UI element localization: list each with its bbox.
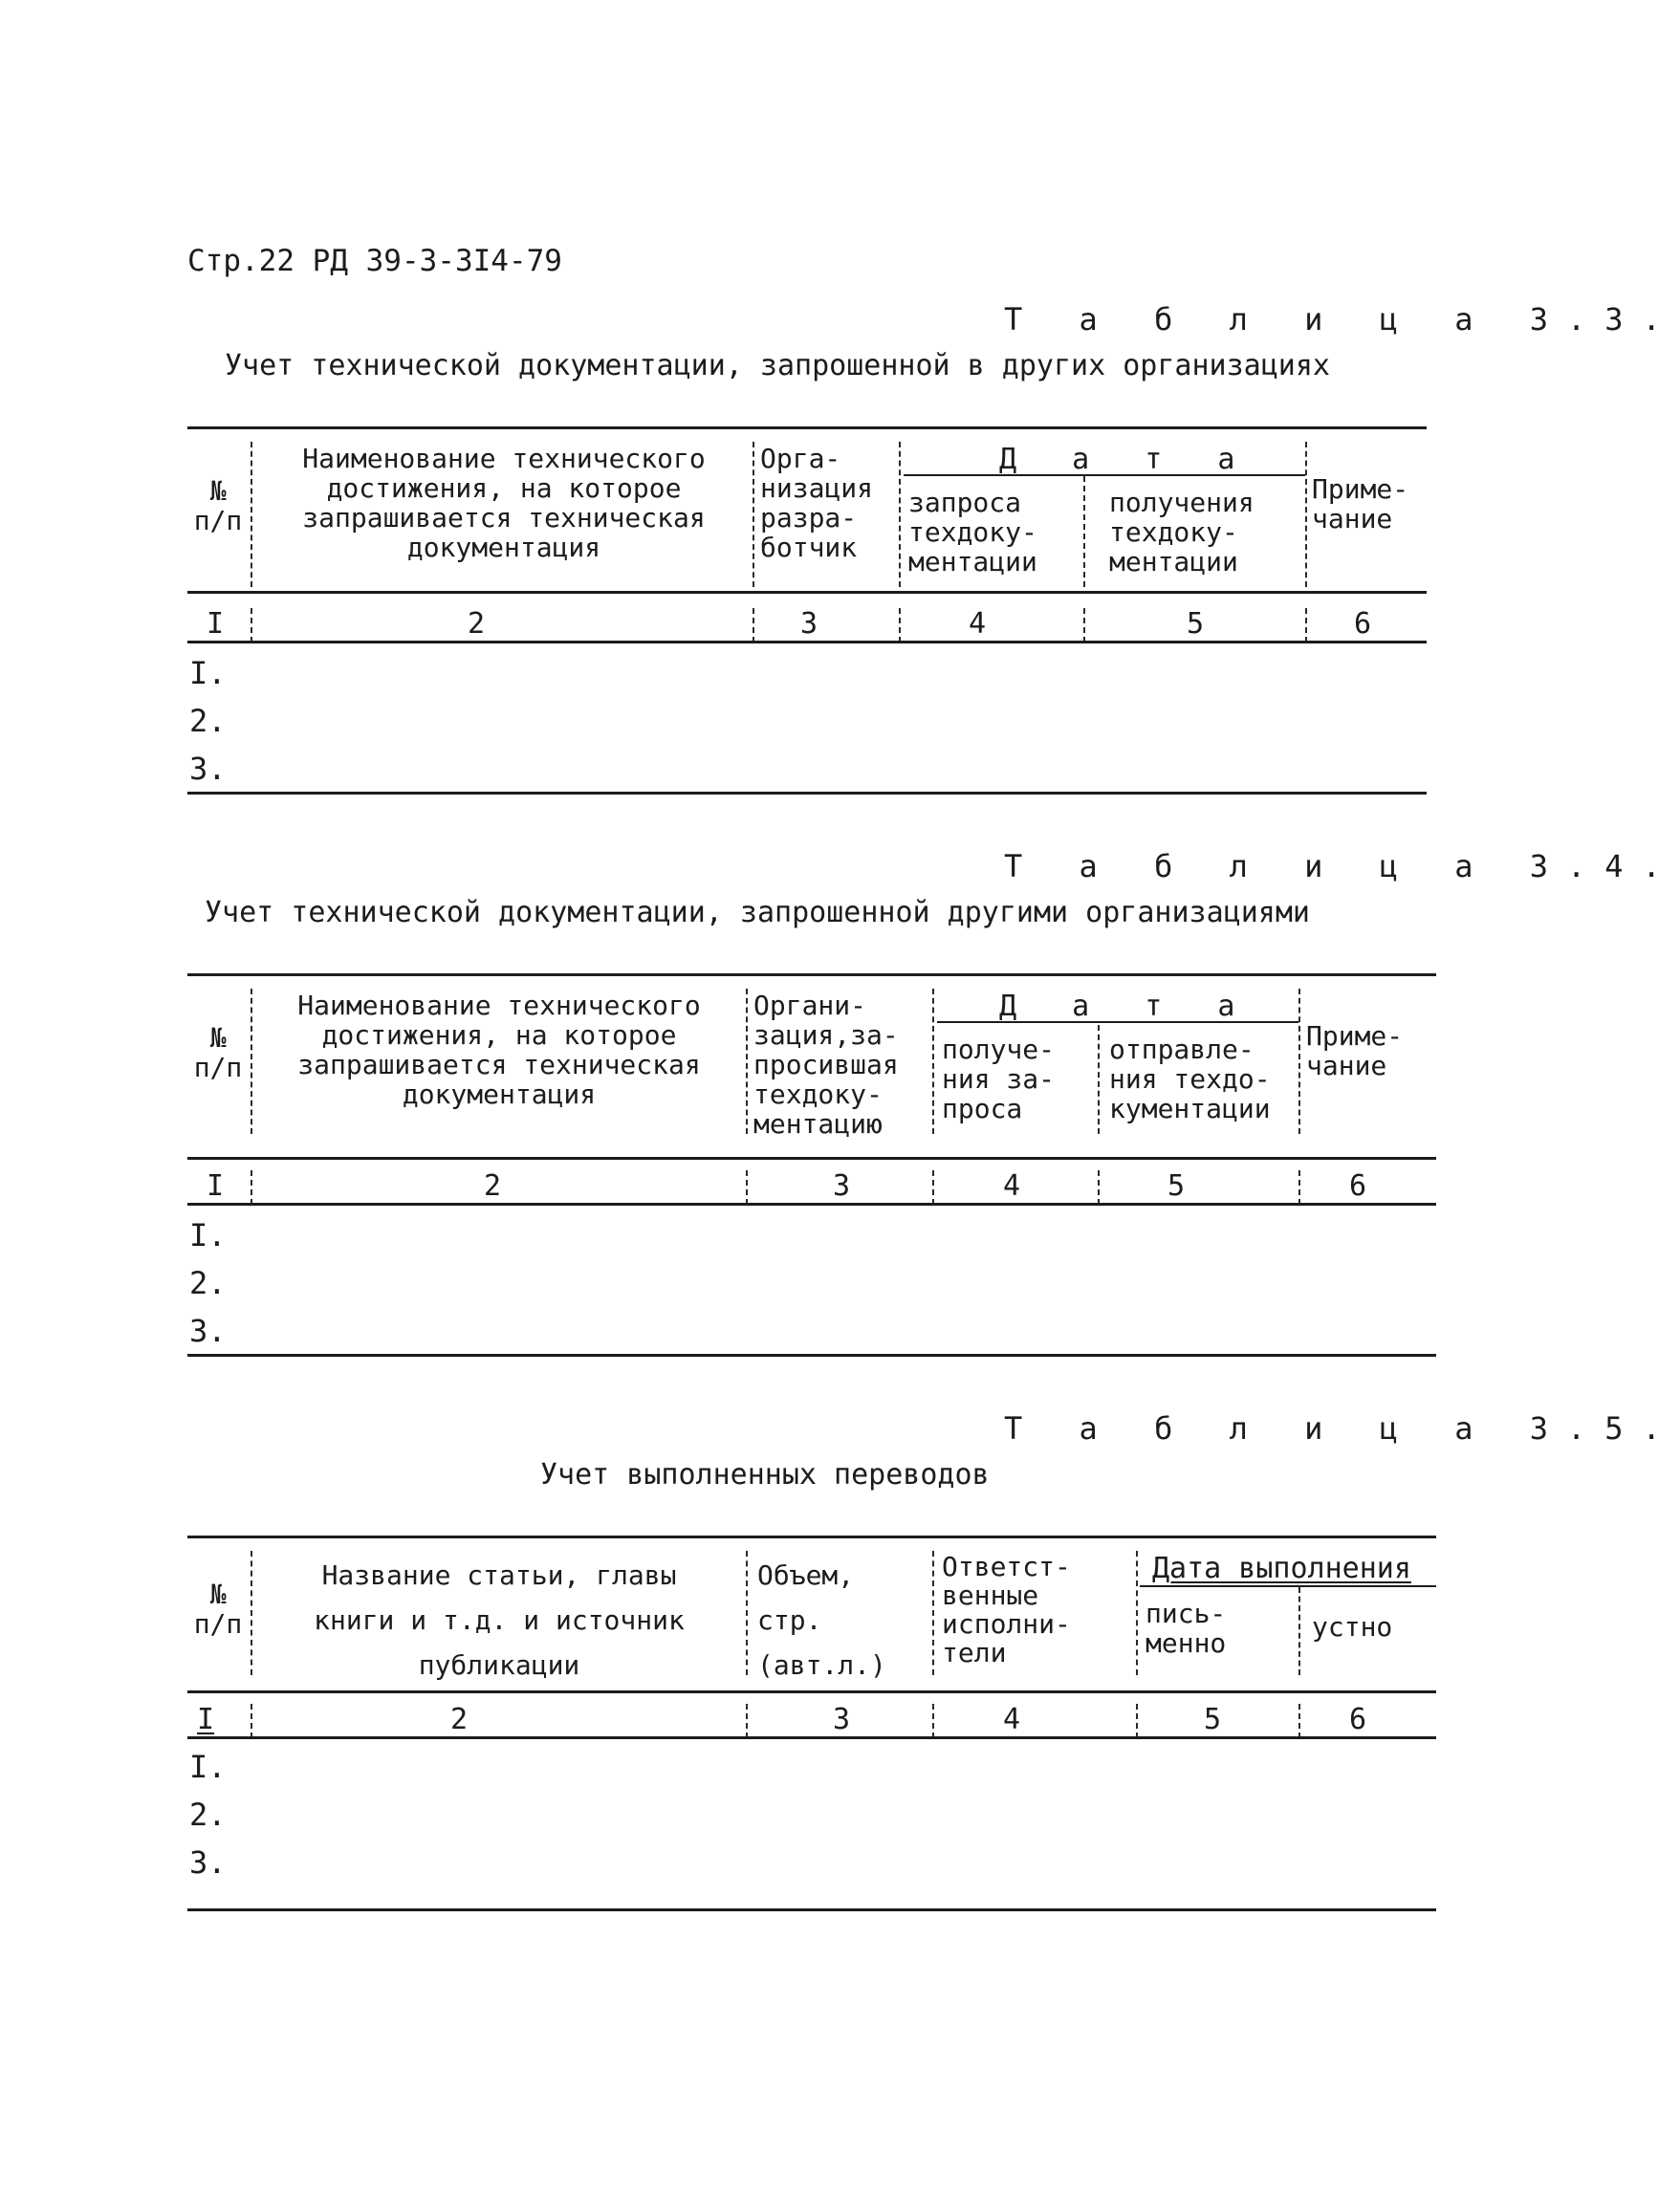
header-name: Название статьи, главы книги и т.д. и источник публикации — [314, 1559, 685, 1681]
page-header: Стр.22 РД 39-3-3I4-79 — [187, 244, 562, 278]
table-top-rule — [187, 1536, 1436, 1538]
column-number: 3 — [832, 1703, 851, 1736]
table-top-rule — [187, 973, 1436, 976]
header-no: № п/п — [193, 1579, 243, 1640]
table-title: Учет технической документации, запрошенной другими организациями — [205, 896, 1310, 929]
header-date-request: получе- ния за- проса — [942, 1034, 1056, 1124]
column-number: 6 — [1353, 607, 1372, 641]
column-number: 4 — [968, 607, 987, 641]
column-divider — [932, 1551, 934, 1675]
column-number: 4 — [1002, 1703, 1021, 1736]
column-divider — [932, 1704, 934, 1738]
column-number: 4 — [1002, 1169, 1021, 1203]
header-bottom-rule — [187, 1690, 1436, 1693]
header-bottom-rule — [187, 591, 1427, 594]
column-divider — [1098, 1170, 1100, 1205]
table-row: 3. — [189, 1844, 227, 1881]
table-bottom-rule — [187, 1908, 1436, 1911]
date-underline — [904, 474, 1305, 476]
column-divider — [1305, 608, 1307, 643]
table-row: 3. — [189, 751, 227, 787]
date-underline — [1140, 1585, 1436, 1587]
column-number: I — [196, 1703, 215, 1736]
column-divider — [1305, 442, 1307, 587]
numbers-rule — [187, 1736, 1436, 1739]
header-date-request: запроса техдоку- ментации — [908, 487, 1037, 577]
column-number: 6 — [1348, 1703, 1367, 1736]
column-divider — [1298, 1704, 1300, 1738]
header-volume: Объем, стр. (авт.л.) — [757, 1559, 886, 1681]
header-date-written: пись- менно — [1145, 1598, 1227, 1659]
table-top-rule — [187, 426, 1427, 429]
column-number: I — [206, 1169, 225, 1203]
header-org: Орга- низация разра- ботчик — [760, 443, 874, 563]
column-divider — [746, 1170, 748, 1205]
table-bottom-rule — [187, 792, 1427, 795]
column-divider — [251, 442, 252, 587]
table-row: 3. — [189, 1313, 227, 1349]
column-number: 2 — [449, 1703, 469, 1736]
table-label: Т а б л и ц а 3.3. — [1004, 301, 1680, 338]
table-row: I. — [189, 655, 227, 691]
column-divider — [899, 608, 901, 643]
header-date: Д а т а — [999, 990, 1255, 1023]
header-responsible: Ответст- венные исполни- тели — [942, 1551, 1071, 1668]
header-note: Приме- чание — [1312, 473, 1409, 534]
column-divider — [1098, 1025, 1100, 1134]
table-label: Т а б л и ц а 3.5. — [1004, 1410, 1680, 1447]
column-divider — [1083, 608, 1085, 643]
column-number: 3 — [799, 607, 818, 641]
column-number: 6 — [1348, 1169, 1367, 1203]
header-note: Приме- чание — [1306, 1020, 1404, 1081]
header-name: Наименование технического достижения, на которое запрашивается техническая документация — [297, 990, 701, 1110]
column-divider — [251, 1170, 252, 1205]
column-divider — [1298, 1170, 1300, 1205]
table-title: Учет выполненных переводов — [540, 1458, 990, 1492]
column-number: I — [206, 607, 225, 641]
header-bottom-rule — [187, 1157, 1436, 1160]
column-divider — [1083, 476, 1085, 587]
table-row: 2. — [189, 1265, 227, 1301]
column-divider — [251, 1704, 252, 1738]
table-bottom-rule — [187, 1354, 1436, 1357]
numbers-rule — [187, 1203, 1436, 1206]
table-title: Учет технической документации, запрошенной в других организациях — [225, 349, 1330, 382]
column-divider — [746, 989, 748, 1134]
header-no: № п/п — [193, 1022, 243, 1083]
column-divider — [753, 442, 754, 587]
column-number: 3 — [832, 1169, 851, 1203]
column-divider — [932, 1170, 934, 1205]
column-divider — [746, 1704, 748, 1738]
table-label: Т а б л и ц а 3.4. — [1004, 848, 1680, 884]
column-divider — [1298, 989, 1300, 1134]
column-divider — [899, 442, 901, 587]
column-number: 2 — [467, 607, 486, 641]
column-number: 5 — [1167, 1169, 1186, 1203]
column-divider — [1136, 1551, 1138, 1675]
column-divider — [251, 1551, 252, 1675]
column-number: 5 — [1203, 1703, 1222, 1736]
column-divider — [932, 989, 934, 1134]
numbers-rule — [187, 641, 1427, 643]
table-row: I. — [189, 1749, 227, 1785]
column-divider — [753, 608, 754, 643]
column-divider — [251, 608, 252, 643]
table-row: 2. — [189, 703, 227, 739]
column-divider — [746, 1551, 748, 1675]
table-row: 2. — [189, 1797, 227, 1833]
header-name: Наименование технического достижения, на которое запрашивается техническая документация — [302, 443, 706, 563]
header-date: Д а т а — [999, 443, 1255, 476]
header-date-receive: получения техдоку- ментации — [1109, 487, 1255, 577]
header-date-completed: Дата выполнения — [1152, 1552, 1411, 1585]
column-divider — [1136, 1704, 1138, 1738]
table-row: I. — [189, 1217, 227, 1253]
header-org: Органи- зация,за- просившая техдоку- ментацию — [753, 990, 899, 1140]
column-number: 5 — [1186, 607, 1205, 641]
header-no: № п/п — [193, 475, 243, 536]
column-number: 2 — [483, 1169, 502, 1203]
header-date-send: отправле- ния техдо- кументации — [1109, 1034, 1271, 1124]
header-date-oral: устно — [1312, 1611, 1393, 1643]
column-divider — [1298, 1587, 1300, 1675]
column-divider — [251, 989, 252, 1134]
date-underline — [937, 1021, 1298, 1023]
